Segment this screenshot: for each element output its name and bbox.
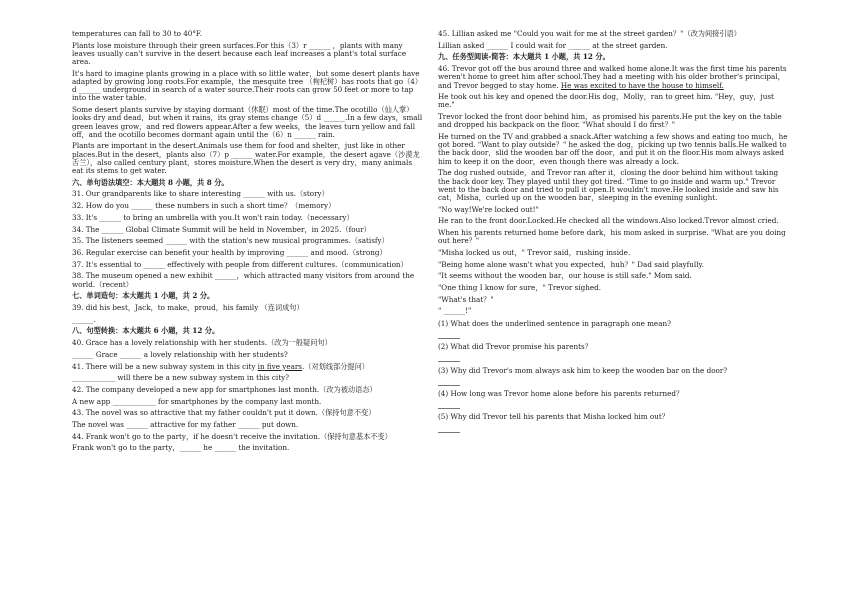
text-line [72, 351, 424, 359]
answer-blank [438, 355, 460, 362]
text-line [72, 70, 424, 103]
text-line [438, 229, 790, 245]
underlined-phrase: in five years [257, 361, 303, 371]
text-line [438, 320, 790, 328]
left-column [72, 30, 424, 456]
text-line [72, 386, 424, 394]
line-text: The dog rushed outside，and Trevor ran after it，closing the door behind him without taking the back door key. They played until they got tired. "Time to go inside and warm up." Trevor went to the back door and tried to pull it open.It wouldn't move.He looked inside and saw his cat，Misha，curled up on the wooden bar，sleeping in the evening sunlight. [438, 168, 779, 202]
line-text: He ran to the front door.Locked.He checked all the windows.Also locked.Trevor almost cried. [438, 216, 779, 226]
line-text: 六、单句语法填空：本大题共 8 小题，共 8 分。 [72, 177, 229, 187]
line-text: (3) Why did Trevor's mom always ask him to keep the wooden bar on the door? [438, 365, 728, 375]
line-text-after: .（对划线部分提问） [302, 361, 369, 371]
text-line [438, 402, 790, 410]
text-line [72, 421, 424, 429]
text-line [438, 284, 790, 292]
line-text: 31. Our grandparents like to share interesting ______ with us.（story） [72, 189, 329, 199]
text-line [438, 343, 790, 351]
line-text: (5) Why did Trevor tell his parents that Misha locked him out？ [438, 412, 669, 422]
line-text: Some desert plants survive by staying dormant（休眠）most of the time.The ocotillo（仙人掌）looks dry and dead，but when it rains，its gray stems change（5）d ______.In a few days，small green leaves grow，and red flowers appear.After a few weeks，the leaves turn yellow and fall off，and the ocotillo becomes dormant again until the（6）n ______ rain. [72, 105, 423, 139]
line-text: 45. Lillian asked me "Could you wait for me at the street garden？"（改为间接引语） [438, 29, 741, 38]
line-text: (2) What did Trevor promise his parents？ [438, 342, 592, 352]
answer-blank [438, 332, 460, 339]
text-line [438, 206, 790, 214]
text-line [72, 272, 424, 288]
text-line [72, 374, 424, 382]
line-text: "Being home alone wasn't what you expected，huh？" Dad said playfully. [438, 259, 704, 269]
text-line [72, 398, 424, 406]
text-line [72, 261, 424, 269]
line-text: 32. How do you ______ these numbers in such a short time？（memory） [72, 201, 336, 211]
line-text: 36. Regular exercise can benefit your health by improving ______ and mood.（strong） [72, 247, 387, 257]
text-line [438, 307, 790, 315]
right-column [438, 30, 790, 437]
text-line [72, 363, 424, 371]
line-text: ______ Grace ______ a lovely relationship with her students? [72, 349, 288, 359]
text-line [438, 378, 790, 386]
line-text: He took out his key and opened the door.His dog，Molly，ran to greet him. "Hey，guy，just me." [438, 92, 774, 110]
text-line [72, 249, 424, 257]
text-line [72, 409, 424, 417]
answer-blank [438, 426, 460, 433]
text-line [438, 272, 790, 280]
text-line [438, 249, 790, 257]
line-text: 33. It's ______ to bring an umbrella with you.It won't rain today.（necessary） [72, 212, 354, 222]
text-line [438, 425, 790, 433]
text-line [438, 42, 790, 50]
underlined-phrase: He was excited to have the house to himself. [560, 80, 724, 90]
line-text: 39. did his best，Jack，to make，proud，his family （连词成句） [72, 302, 304, 312]
text-line [72, 202, 424, 210]
line-text: 46. Trevor got off the bus around three and walked home alone.It was the first time his parents weren't home to greet him after school.They had a meeting with his older brother's principal，and Trevor begged to stay home. [438, 64, 787, 90]
answer-blank [438, 402, 460, 409]
line-text: 44. Frank won't go to the party，if he doesn't receive the invitation.（保持句意基本不变） [72, 431, 392, 441]
text-line [72, 304, 424, 312]
text-line [438, 296, 790, 304]
line-text: 42. The company developed a new app for smartphones last month.（改为被动语态） [72, 384, 377, 394]
line-text: Plants lose moisture through their green surfaces.For this（3）r ______ ，plants with many leaves usually can't survive in the desert because each leaf increases a plant's total surface area. [72, 40, 407, 67]
line-text: (1) What does the underlined sentence in paragraph one mean? [438, 318, 671, 328]
line-text: "It seems without the wooden bar，our house is still safe." Mom said. [438, 271, 692, 281]
line-text: 七、单词造句：本大题共 1 小题，共 2 分。 [72, 291, 215, 301]
text-line [438, 30, 790, 38]
line-text: 34. The ______ Global Climate Summit will be held in November，in 2025.（four） [72, 224, 371, 234]
text-line [438, 133, 790, 166]
text-line [72, 339, 424, 347]
line-text: 38. The museum opened a new exhibit ______，which attracted many visitors from around the world.（recent） [72, 271, 415, 289]
line-text: 43. The novel was so attractive that my father couldn't put it down.（保持句意不变） [72, 408, 376, 418]
line-text: A new app ____________ for smartphones by the company last month. [72, 396, 322, 406]
section-heading [72, 327, 424, 335]
line-text: The novel was ______ attractive for my father ______ put down. [72, 420, 299, 430]
answer-blank [438, 379, 460, 386]
section-heading [438, 53, 790, 61]
text-line [438, 331, 790, 339]
text-line [438, 413, 790, 421]
text-line [438, 65, 790, 90]
line-text: "Misha locked us out，" Trevor said，rushing inside. [438, 247, 631, 257]
text-line [438, 355, 790, 363]
line-text: Lillian asked ______ I could wait for ______ at the street garden. [438, 40, 668, 50]
text-line [438, 93, 790, 109]
text-line [72, 214, 424, 222]
text-line [72, 237, 424, 245]
line-text: He turned on the TV and grabbed a snack.After watching a few shows and eating too much，he got bored. "Want to play outside？" he asked the dog，picking up two tennis balls.He walked to the back door，slid the wooden bar off the door，and put it on the floor.His mom always asked him to keep it on the door，even though there was already a lock. [438, 132, 788, 166]
text-line [438, 261, 790, 269]
line-text: 九、任务型阅读-简答：本大题共 1 小题，共 12 分。 [438, 52, 610, 62]
line-text: " ______!" [438, 306, 472, 316]
text-line [72, 142, 424, 175]
text-line [438, 113, 790, 129]
line-text: "What's that？" [438, 294, 494, 304]
line-text: When his parents returned home before dark，his mom asked in surprise. "What are you doing out here？" [438, 228, 786, 246]
text-line [438, 217, 790, 225]
section-heading [72, 179, 424, 187]
line-text: 八、句型转换：本大题共 6 小题，共 12 分。 [72, 326, 220, 336]
line-text: ____________ will there be a new subway system in this city? [72, 373, 290, 383]
line-text: 40. Grace has a lovely relationship with her students.（改为一般疑问句） [72, 338, 332, 348]
line-text: ______. [72, 314, 96, 324]
line-text: temperatures can fall to 30 to 40°F. [72, 29, 203, 38]
text-line [438, 169, 790, 202]
line-text: 35. The listeners seemed ______ with the station's new musical programmes.（satisfy） [72, 236, 389, 246]
text-line [72, 190, 424, 198]
text-line [72, 226, 424, 234]
line-text: (4) How long was Trevor home alone before his parents returned？ [438, 388, 684, 398]
text-line [72, 42, 424, 67]
text-line [72, 106, 424, 139]
line-text: Plants are important in the desert.Animals use them for food and shelter，just like in other places.But in the desert，plants also（7）p ______ water.For example，the desert agave（沙漠龙舌兰），also called century plant，stores moisture.When the desert is very dry，many animals eat its stems to get water. [72, 141, 420, 176]
section-heading [72, 292, 424, 300]
text-line [438, 390, 790, 398]
line-text: "No way!We're locked out!" [438, 204, 539, 214]
text-line [438, 367, 790, 375]
line-text: 37. It's essential to ______ effectively with people from different cultures.（communication） [72, 259, 408, 269]
text-line [72, 444, 424, 452]
line-text: 41. There will be a new subway system in this city [72, 361, 258, 371]
line-text: "One thing I know for sure，" Trevor sighed. [438, 283, 602, 293]
line-text: Trevor locked the front door behind him，as promised his parents.He put the key on the table and dropped his backpack on the floor. "What should I do first？" [438, 112, 782, 130]
text-line [72, 316, 424, 324]
text-line [72, 433, 424, 441]
line-text: It's hard to imagine plants growing in a place with so little water，but some desert plants have adapted by growing long roots.For example，the mesquite tree （枸杞树）has roots that go（4）d ______ underground in search of a water source.Their roots can grow 50 feet or more to tap into the water table. [72, 68, 423, 103]
text-line [72, 30, 424, 38]
line-text: Frank won't go to the party，______ he ______ the invitation. [72, 443, 290, 453]
